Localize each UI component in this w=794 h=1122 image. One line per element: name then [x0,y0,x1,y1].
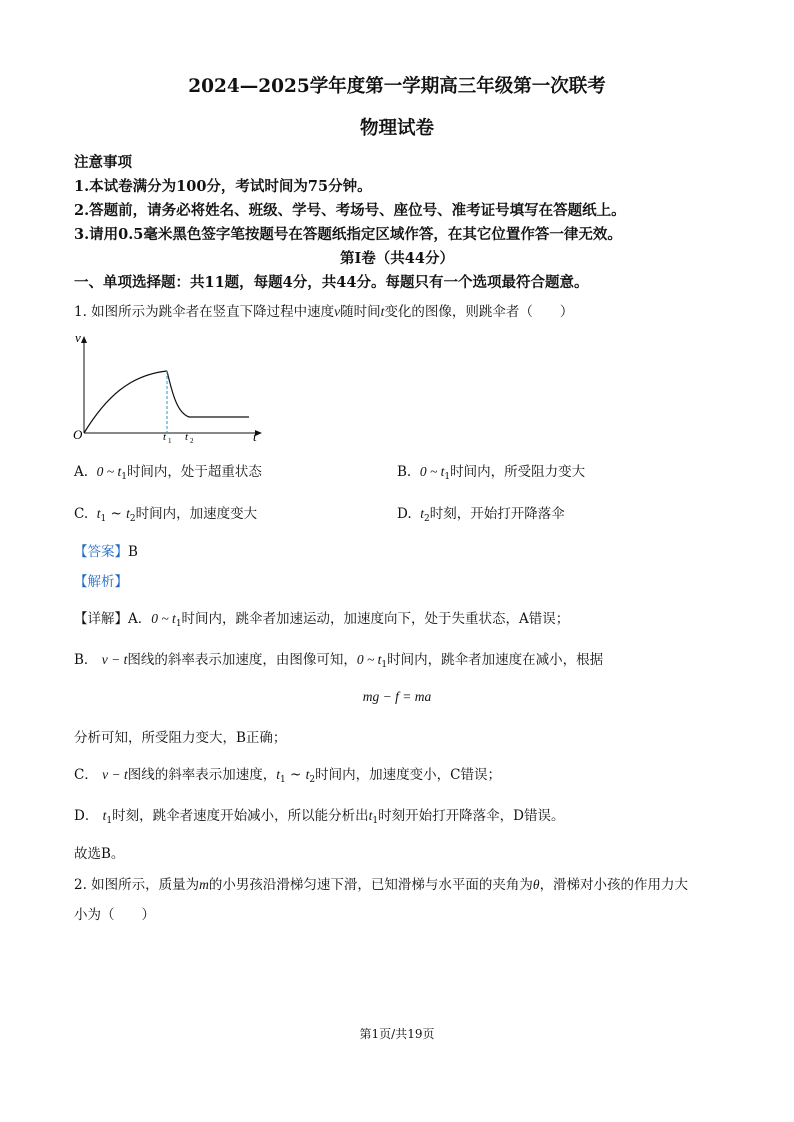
detail-d: D． $t_1$时刻，跳伞者速度开始减小，所以能分析出$t_1$时刻开始打开降落伞，D错误。 [74,808,565,826]
section-heading: 一、单项选择题：共11题，每题4分，共44分。每题只有一个选项最符合题意。 [74,274,589,291]
notice-heading: 注意事项 [74,154,132,171]
option-c: C. $t_1$ ~ $t_2$时间内，加速度变大 [74,506,258,524]
v-axis-label: v [75,330,81,345]
t1-tick-subscript: 1 [168,437,172,445]
formula: mg − f = ma [362,689,432,704]
deceleration-curve [167,371,249,417]
option-d: D. $t_2$时刻，开始打开降落伞 [397,506,565,524]
detail-b-conclusion: 分析可知，所受阻力变大，B正确； [74,730,287,746]
origin-label: O [73,427,83,442]
v-axis-arrow-icon [81,336,87,343]
acceleration-curve [84,371,167,433]
page-footer: 第1页/共19页 [359,1027,435,1041]
t2-tick-label: t [185,431,189,443]
detail-b: B． v − t图线的斜率表示加速度，由图像可知，0 ~ $t_1$时间内，跳伞者加速度在减小，根据 [74,652,604,670]
notice-item: 3.请用0.5毫米黑色签字笔按题号在答题纸指定区域作答，在其它位置作答一律无效。 [74,226,622,243]
answer-tag: 【答案】 [74,544,128,560]
question-2-stem-cont: 小为（ ） [74,907,155,923]
option-b: B. 0 ~ $t_1$时间内，所受阻力变大 [397,464,586,482]
t2-tick-subscript: 2 [190,437,194,445]
t-axis-label: t [253,429,257,444]
question-1-stem: 1. 如图所示为跳伞者在竖直下降过程中速度v随时间t变化的图像，则跳伞者（ ） [74,304,574,320]
detail-conclusion: 故选B。 [74,846,125,862]
exam-subject: 物理试卷 [359,118,434,139]
question-2-stem: 2. 如图所示，质量为m的小男孩沿滑梯匀速下滑，已知滑梯与水平面的夹角为θ，滑梯对小孩的作用力大 [74,877,689,893]
exam-title: 2024—2025学年度第一学期高三年级第一次联考 [188,76,606,97]
t1-tick-label: t [163,431,167,443]
option-a: A. 0 ~ $t_1$时间内，处于超重状态 [74,464,262,482]
notice-item: 2.答题前，请务必将姓名、班级、学号、考场号、座位号、准考证号填写在答题纸上。 [74,202,626,219]
part-label: 第I卷（共44分） [340,250,454,267]
answer-value: B [128,544,138,560]
answer-line [74,540,138,560]
detail-a: 【详解】A．0 ~ $t_1$时间内，跳伞者加速运动，加速度向下，处于失重状态，A错误； [74,611,570,629]
analysis-tag: 【解析】 [74,574,128,590]
notice-item: 1.本试卷满分为100分，考试时间为75分钟。 [74,178,372,195]
detail-c: C． v − t图线的斜率表示加速度，$t_1$ ~ $t_2$时间内，加速度变小，C错误； [74,767,501,785]
velocity-time-graph [70,325,270,450]
